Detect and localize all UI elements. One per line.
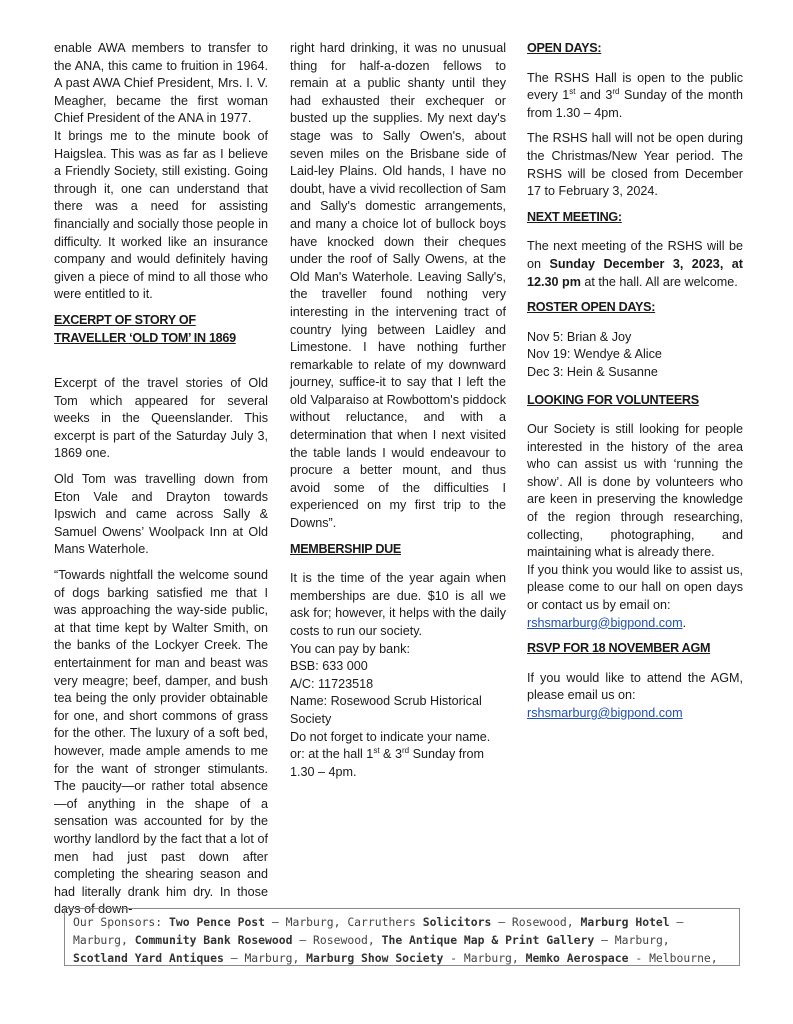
column-middle [290, 40, 506, 781]
paragraph-membership: It is the time of the year again when memberships are due. $10 is all we ask for; however, it helps with the daily costs to run our society. [290, 571, 506, 638]
column-left [54, 40, 268, 927]
hall-payment-line: or: at the hall 1st & 3rd Sunday from 1.30 – 4pm. [290, 745, 484, 779]
heading-open-days: OPEN DAYS: [527, 41, 602, 55]
paragraph-open-days: The RSHS Hall is open to the public every 1st and 3rd Sunday of the month from 1.30 – 4pm. [527, 70, 743, 120]
paragraph-volunteers: Our Society is still looking for people interested in the history of the area who can assist us with ‘running the show’. All is done by volunteers who are keen in preserving the knowledge of the region through researching, collecting, photographing, and maintaining what is already there. [527, 422, 743, 560]
heading-next-meeting: NEXT MEETING: [527, 209, 622, 224]
bsb-line: BSB: 633 000 [290, 659, 368, 674]
list-item: Dec 3: Hein & Susanne [527, 364, 658, 379]
rsvp-email-link[interactable]: rshsmarburg@bigpond.com [527, 706, 683, 720]
account-line: A/C: 11723518 [290, 676, 374, 691]
list-item: Nov 19: Wendye & Alice [527, 347, 662, 362]
paragraph-haigslea: It brings me to the minute book of Haigslea. This was as far as I believe a Friendly Society, still existing. Going through it, one can understand that there was a need for assisting financially and socially those people in difficulty. It worked like an insurance company and would definitely having given a piece of mind to all those who were entitled to it. [54, 128, 268, 302]
paragraph-next-meeting: The next meeting of the RSHS will be on Sunday December 3, 2023, at 12.30 pm at the hall. All are welcome. [527, 239, 743, 289]
paragraph-quote: “Towards nightfall the welcome sound of dogs barking satisfied me that I was approaching the way-side public, at that time kept by Walter Smith, on the banks of the Lockyer Creek. The entertainment for man and beast was very meagre; beef, damper, and bush tea being the only provider obtainable for one, and short commons of grass for the other. The luxury of a soft bed, however, made ample amends to me for the want of stronger stimulants. The paucity—or rather total absence—of anything in the shape of a sensation was accounted for by the worthy landlord by the fact that a lot of men had just past down after completing the shearing season and had literally drank him dry. In those days of down- [54, 568, 268, 917]
heading-roster: ROSTER OPEN DAYS: [527, 300, 656, 315]
paragraph-closure: The RSHS hall will not be open during the Christmas/New Year period. The RSHS will be closed from December 17 to February 3, 2024. [527, 131, 743, 199]
roster-list [527, 329, 743, 382]
email-link[interactable]: rshsmarburg@bigpond.com [527, 615, 683, 630]
heading-old-tom: EXCERPT OF STORY OF TRAVELLER ‘OLD TOM’ IN 1869 [54, 312, 236, 345]
column-right [527, 40, 743, 731]
paragraph-old-tom-travel: Old Tom was travelling down from Eton Vale and Drayton towards Ipswich and came across Sally & Samuel Owens’ Woolpack Inn at Old Mans Waterhole. [54, 472, 268, 557]
account-name-line: Name: Rosewood Scrub Historical Society [290, 694, 482, 726]
paragraph-excerpt-intro: Excerpt of the travel stories of Old Tom which appeared for several weeks in the Queenslander. This excerpt is part of the Saturday July 3, 1869 one. [54, 376, 268, 461]
heading-rsvp: RSVP FOR 18 NOVEMBER AGM [527, 641, 711, 656]
list-item: Nov 5: Brian & Joy [527, 329, 632, 344]
heading-membership: MEMBERSHIP DUE [290, 541, 402, 556]
pay-line: You can pay by bank: [290, 641, 410, 656]
sponsors-box: Our Sponsors: Two Pence Post – Marburg, Carruthers Solicitors – Rosewood, Marburg Hotel – Marburg, Community Bank Rosewood – Rosewood, The Antique Map & Print Gallery – Marburg, Scotland Yard Antiques – Marburg, Marburg Show Society - Marburg, Memko Aerospace - Melbourne, [64, 908, 740, 966]
paragraph-awa: enable AWA members to transfer to the ANA, this came to fruition in 1964. A past AWA Chief President, Mrs. I. V. Meagher, became the first woman Chief President of the ANA in 1977. [54, 41, 268, 126]
paragraph-rsvp: If you would like to attend the AGM, please email us on: rshsmarburg@bigpond.com [527, 670, 743, 720]
heading-volunteers: LOOKING FOR VOLUNTEERS [527, 392, 699, 407]
paragraph-quote-continued: right hard drinking, it was no unusual thing for half-a-dozen fellows to remain at a public shanty until they had exhausted their exchequer or busted up the supplies. My next day's stage was to Sally Owen's, about seven miles on the Brisbane side of Laid-ley Plains. Old hands, I have no doubt, have a vivid recollection of Sam and Sally's domestic arrangements, and many a choice lot of bullock boys have knocked down their cheques under the roof of Sally Owens, at the Old Man's Waterhole. Leaving Sally's, the traveller found nothing very interesting in the intervening tract of country lying between Laidley and Limestone. I have nothing further remarkable to relate of my downward journey, suffice-it to say that I left the old Valparaiso at Rowbottom's piddock without reluctance, and with a determination that when I next visited the table lands I would endeavour to procure a better mount, and thus avoid some of the difficulties I experienced on my first trip to the Downs”. [290, 41, 506, 531]
reminder-line: Do not forget to indicate your name. [290, 729, 491, 744]
paragraph-volunteers-contact: If you think you would like to assist us, please come to our hall on open days or contact us by email on: rshsmarburg@bigpond.com. [527, 562, 743, 630]
bank-details [290, 641, 506, 782]
